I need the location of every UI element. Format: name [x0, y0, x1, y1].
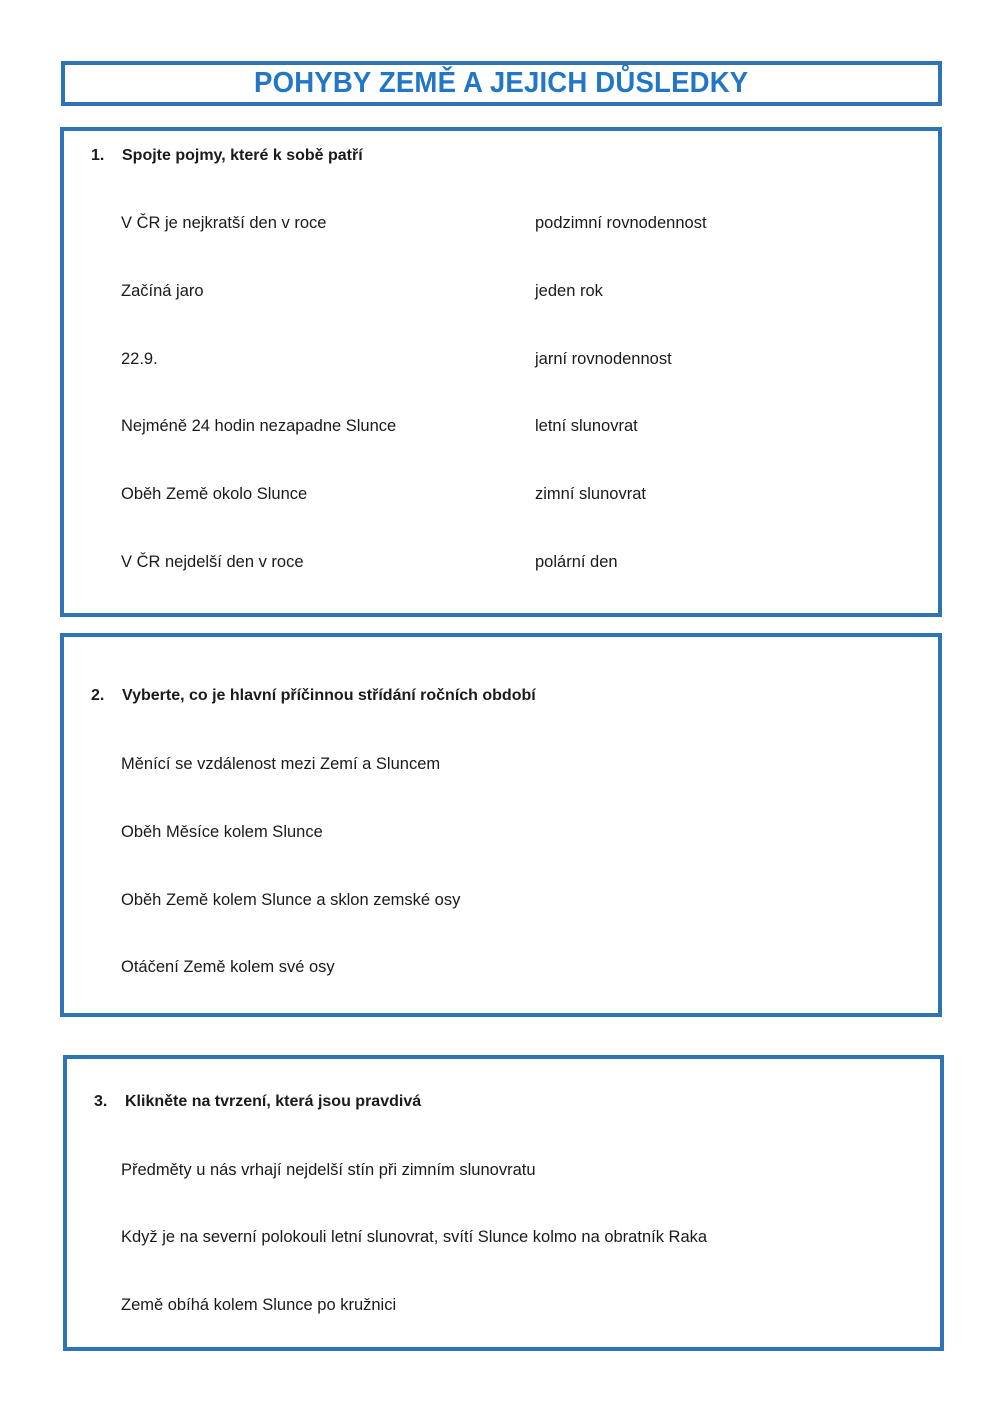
choice-option[interactable]: Oběh Měsíce kolem Slunce	[121, 823, 323, 841]
question-2-number: 2.	[91, 687, 105, 704]
match-right-item[interactable]: jeden rok	[535, 282, 603, 300]
statement-option[interactable]: Předměty u nás vrhají nejdelší stín při zimním slunovratu	[121, 1161, 536, 1179]
question-3-number: 3.	[94, 1093, 108, 1110]
title-box	[61, 61, 942, 106]
question-2-heading	[91, 687, 536, 705]
question-1-text: Spojte pojmy, které k sobě patří	[122, 147, 363, 164]
choice-option[interactable]: Otáčení Země kolem své osy	[121, 958, 335, 976]
match-left-item[interactable]: Nejméně 24 hodin nezapadne Slunce	[121, 417, 397, 435]
match-left-item[interactable]: 22.9.	[121, 350, 158, 368]
question-1-box	[60, 127, 942, 617]
match-left-item[interactable]: Začíná jaro	[121, 282, 204, 300]
question-3-box	[63, 1055, 944, 1351]
match-right-item[interactable]: jarní rovnodennost	[535, 350, 672, 368]
match-right-item[interactable]: podzimní rovnodennost	[535, 214, 707, 232]
question-3-text: Klikněte na tvrzení, která jsou pravdivá	[125, 1093, 422, 1110]
question-1-heading	[91, 147, 363, 165]
match-left-item[interactable]: V ČR nejdelší den v roce	[121, 553, 304, 571]
worksheet-title: POHYBY ZEMĚ A JEJICH DŮSLEDKY	[254, 67, 749, 99]
statement-option[interactable]: Když je na severní polokouli letní slunovrat, svítí Slunce kolmo na obratník Raka	[121, 1228, 708, 1246]
match-right-item[interactable]: letní slunovrat	[535, 417, 638, 435]
question-3-heading	[94, 1093, 421, 1111]
statement-option[interactable]: Země obíhá kolem Slunce po kružnici	[121, 1296, 397, 1314]
question-2-box	[60, 633, 942, 1017]
choice-option[interactable]: Oběh Země kolem Slunce a sklon zemské osy	[121, 891, 461, 909]
choice-option[interactable]: Měnící se vzdálenost mezi Zemí a Sluncem	[121, 755, 441, 773]
match-right-item[interactable]: zimní slunovrat	[535, 485, 646, 503]
match-left-item[interactable]: V ČR je nejkratší den v roce	[121, 214, 327, 232]
question-1-number: 1.	[91, 147, 105, 164]
match-left-item[interactable]: Oběh Země okolo Slunce	[121, 485, 308, 503]
question-2-text: Vyberte, co je hlavní příčinnou střídání ročních období	[122, 687, 536, 704]
match-right-item[interactable]: polární den	[535, 553, 618, 571]
